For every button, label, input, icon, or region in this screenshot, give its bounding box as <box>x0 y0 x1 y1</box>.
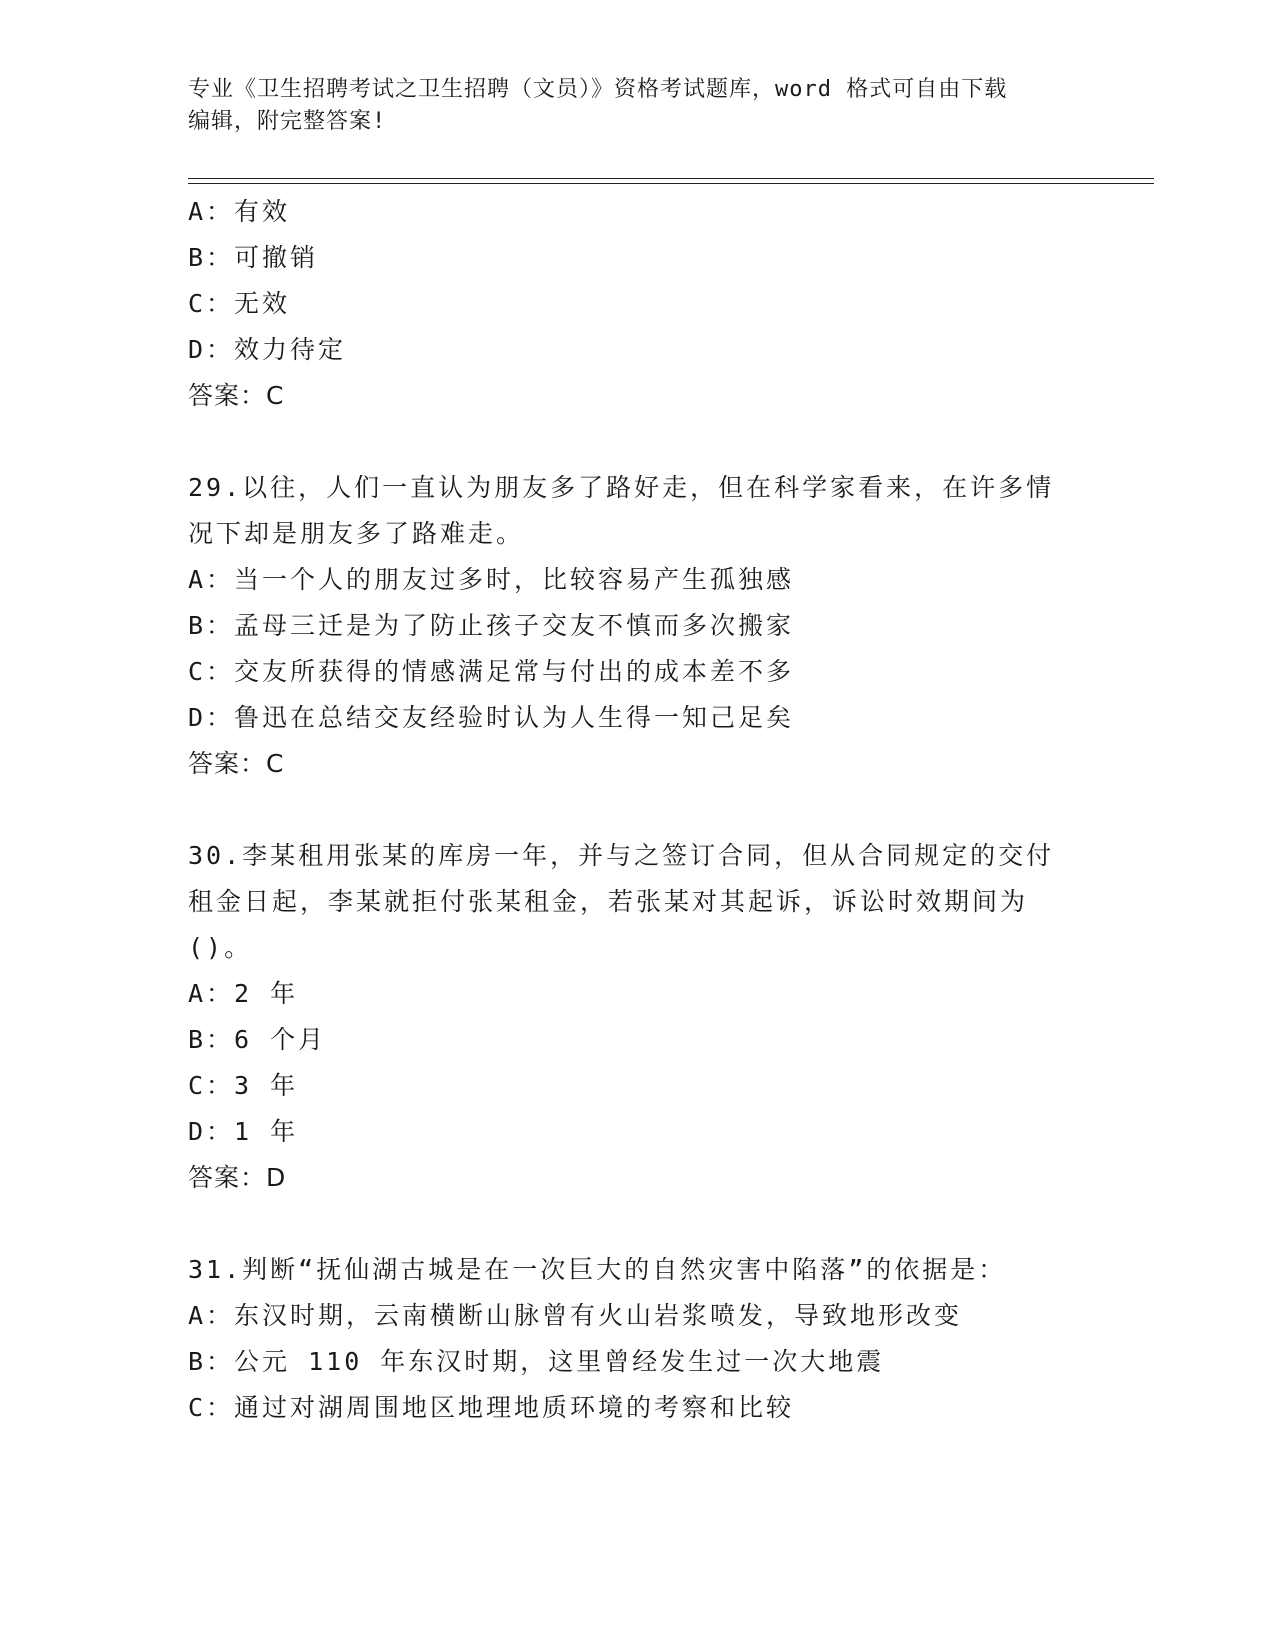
option-a: A：2 年 <box>188 979 299 1008</box>
answer-line: 答案：D <box>188 1163 287 1192</box>
option-b: B：可撤销 <box>188 243 319 272</box>
question-31 <box>188 1247 1088 1431</box>
question-text-line-3: ()。 <box>188 933 253 962</box>
option-d: D：效力待定 <box>188 335 347 364</box>
option-c: C：3 年 <box>188 1071 299 1100</box>
question-text-line-1: 31.判断“抚仙湖古城是在一次巨大的自然灾害中陷落”的依据是： <box>188 1255 1007 1284</box>
header-divider-bottom <box>188 183 1154 184</box>
question-28 <box>188 189 1088 419</box>
header-line-1: 专业《卫生招聘考试之卫生招聘（文员）》资格考试题库，word 格式可自由下载 <box>188 77 1008 102</box>
option-c: C：通过对湖周围地区地理地质环境的考察和比较 <box>188 1393 795 1422</box>
option-b: B：6 个月 <box>188 1025 327 1054</box>
option-d: D：鲁迅在总结交友经验时认为人生得一知己足矣 <box>188 703 795 732</box>
question-30 <box>188 833 1088 1201</box>
spacer <box>188 787 1088 833</box>
header-divider-top <box>188 178 1154 179</box>
option-a: A：有效 <box>188 197 291 226</box>
question-text-line-1: 29.以往，人们一直认为朋友多了路好走，但在科学家看来，在许多情 <box>188 473 1055 502</box>
option-a: A：当一个人的朋友过多时，比较容易产生孤独感 <box>188 565 795 594</box>
question-text-line-2: 租金日起，李某就拒付张某租金，若张某对其起诉，诉讼时效期间为 <box>188 887 1029 916</box>
option-c: C：交友所获得的情感满足常与付出的成本差不多 <box>188 657 795 686</box>
question-29 <box>188 465 1088 787</box>
spacer <box>188 1201 1088 1247</box>
answer-line: 答案：C <box>188 749 285 778</box>
answer-line: 答案：C <box>188 381 285 410</box>
document-header <box>188 74 1088 138</box>
spacer <box>188 419 1088 465</box>
option-b: B：孟母三迁是为了防止孩子交友不慎而多次搬家 <box>188 611 795 640</box>
question-list <box>188 189 1088 1431</box>
option-c: C：无效 <box>188 289 291 318</box>
question-text-line-2: 况下却是朋友多了路难走。 <box>188 519 525 548</box>
header-line-2: 编辑，附完整答案! <box>188 109 387 134</box>
option-d: D：1 年 <box>188 1117 299 1146</box>
question-text-line-1: 30.李某租用张某的库房一年，并与之签订合同，但从合同规定的交付 <box>188 841 1055 870</box>
option-b: B：公元 110 年东汉时期，这里曾经发生过一次大地震 <box>188 1347 885 1376</box>
option-a: A：东汉时期，云南横断山脉曾有火山岩浆喷发，导致地形改变 <box>188 1301 963 1330</box>
